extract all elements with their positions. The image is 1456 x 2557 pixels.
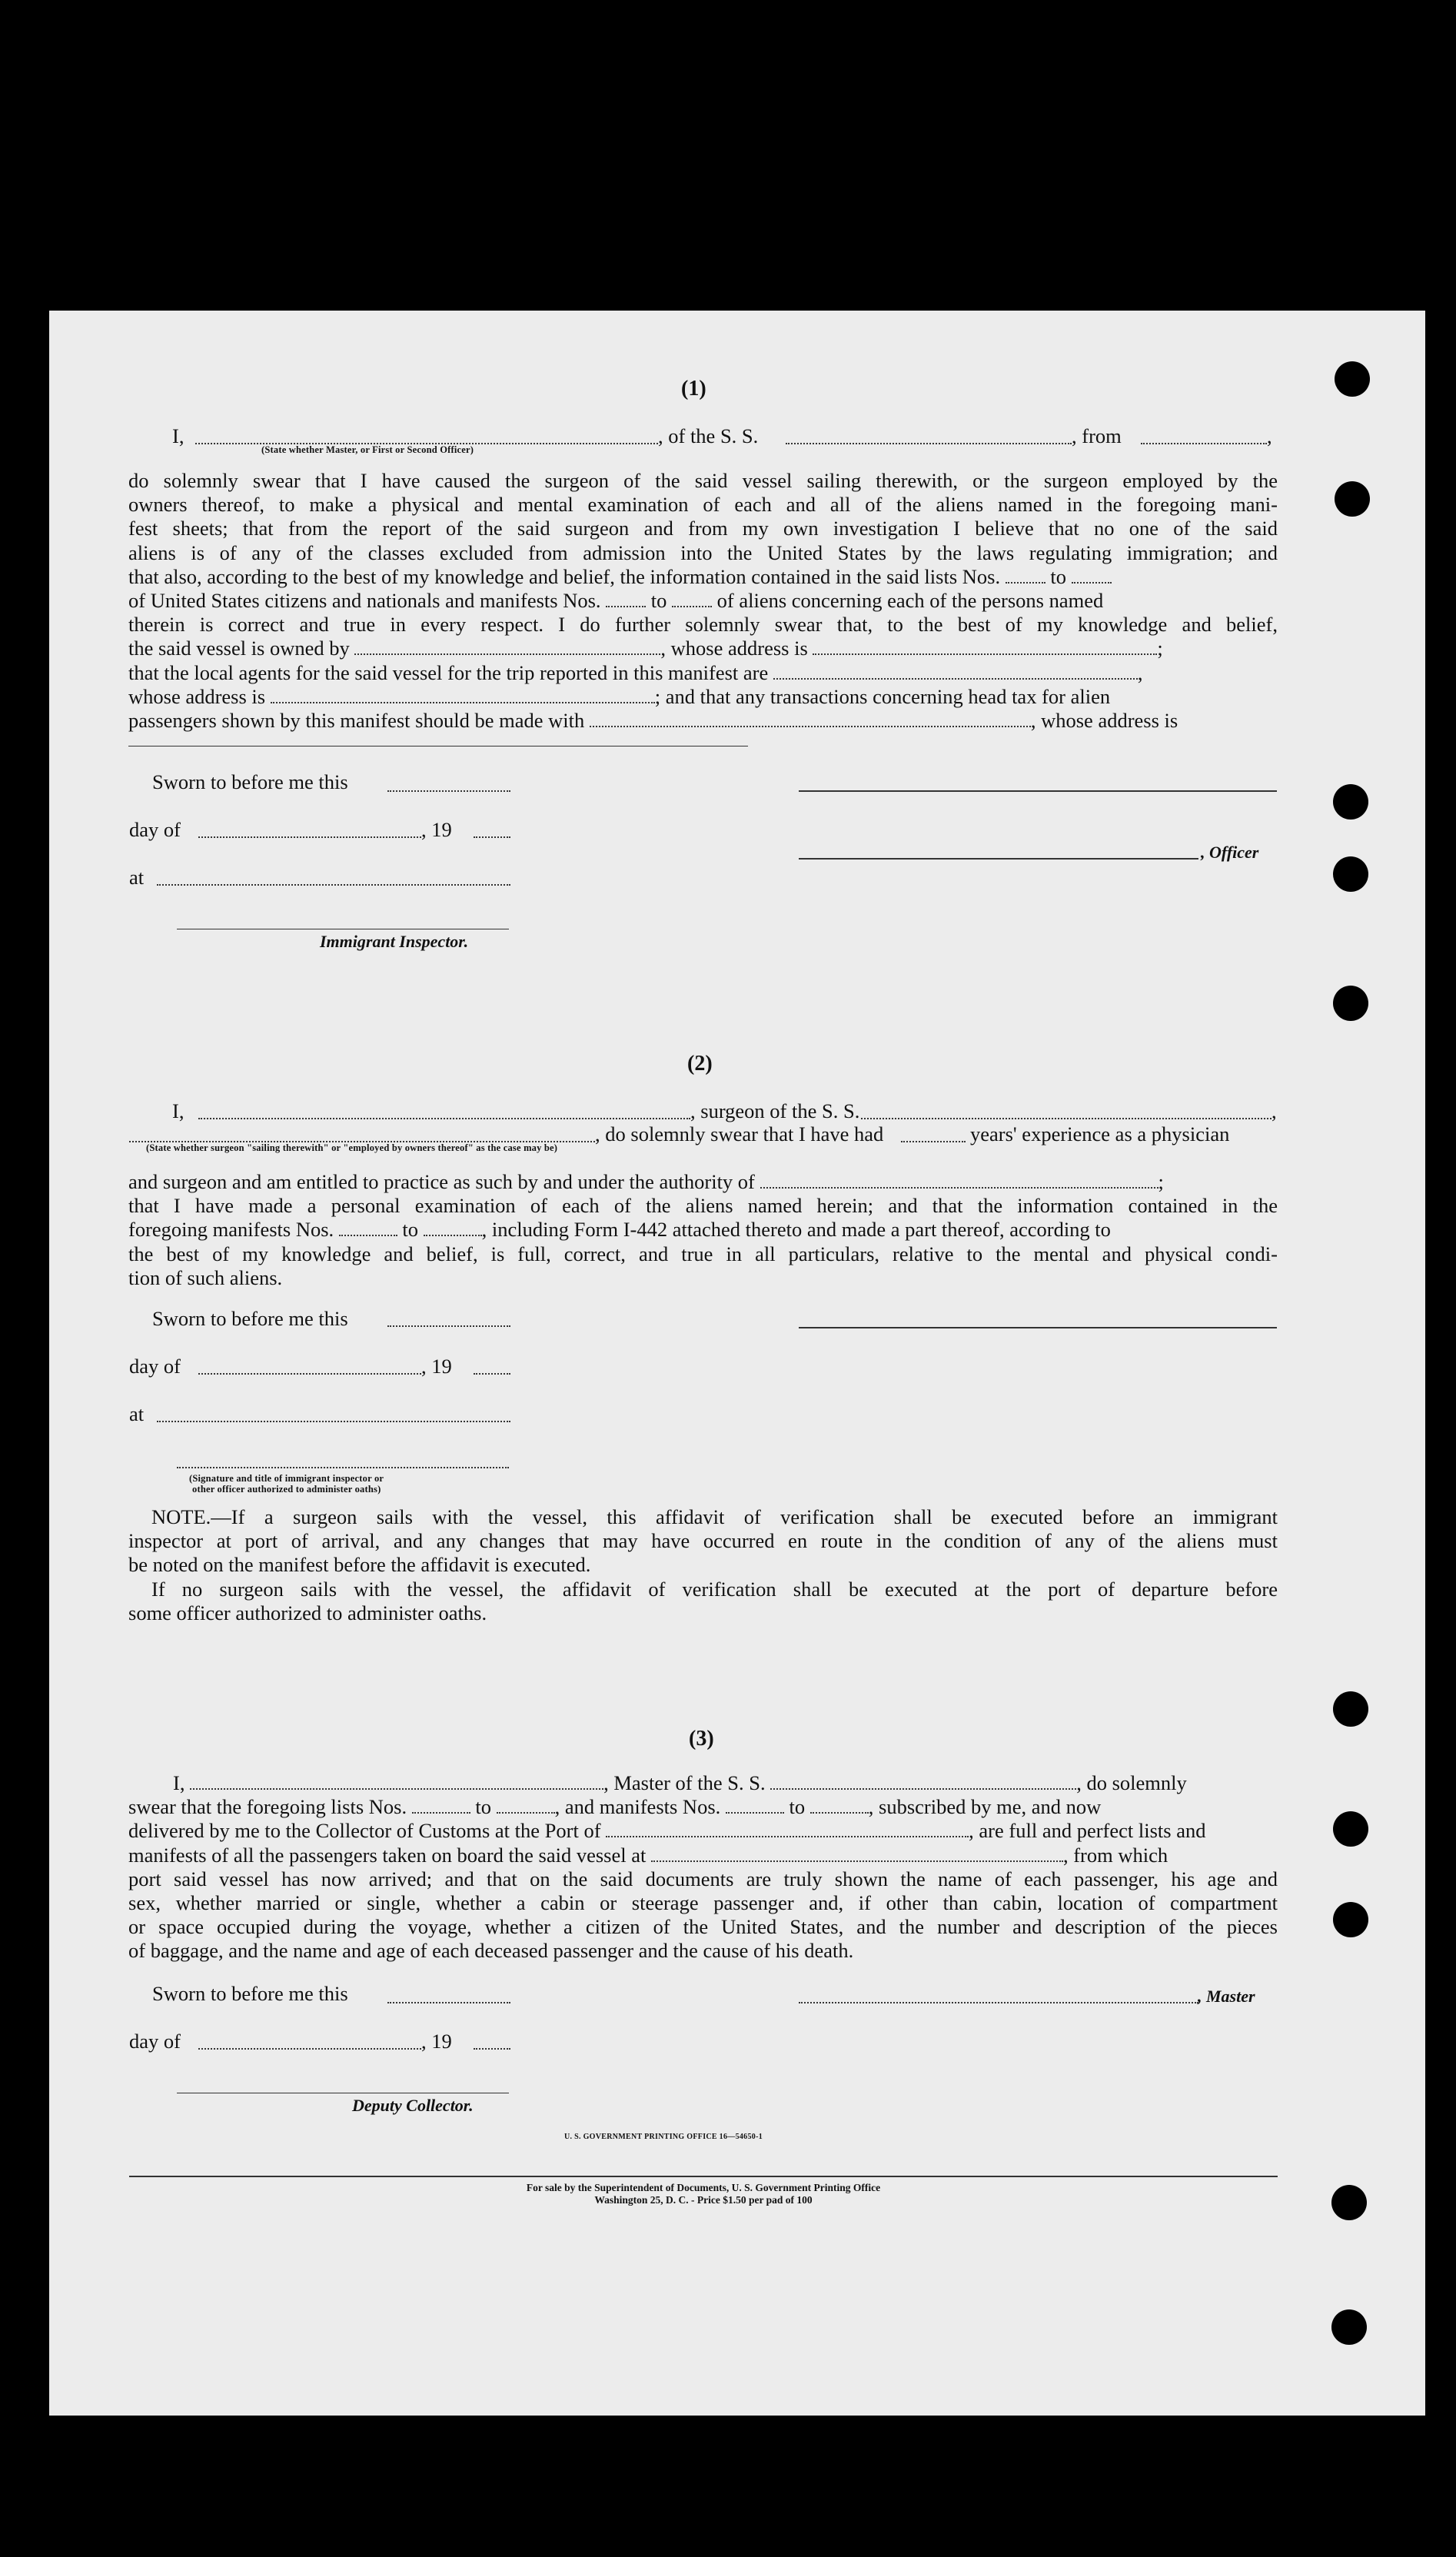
oath-line: owners thereof, to make a physical and mental examination of each and all of the aliens named in the foregoing mani-: [128, 493, 1278, 517]
administering-officer-signature-line[interactable]: [177, 1467, 509, 1468]
note-line: inspector at port of arrival, and any changes that may have occurred en route in the condition of any of the aliens must: [128, 1529, 1278, 1553]
oath-line: delivered by me to the Collector of Customs at the Port of , are full and perfect lists and: [128, 1819, 1206, 1843]
at-place-field-2[interactable]: [157, 1421, 510, 1422]
sworn-label-3: Sworn to before me this: [152, 1982, 348, 2005]
section-number-3: (3): [689, 1727, 714, 1751]
oath-line: foregoing manifests Nos. to , including Form I-442 attached thereto and made a part thereof, according to: [128, 1218, 1111, 1242]
officer-title: , Officer: [1201, 843, 1259, 862]
oath-line: port said vessel has now arrived; and that on the said documents are truly shown the name of each passenger, his age and: [128, 1867, 1278, 1890]
years-experience-label: years' experience as a physician: [970, 1122, 1230, 1145]
of-ss-label: , of the S. S.: [658, 424, 759, 447]
owner-address-field[interactable]: [813, 640, 1157, 655]
day-month-field-2[interactable]: [198, 1373, 421, 1375]
gpo-imprint: U. S. GOVERNMENT PRINTING OFFICE 16—54650-1: [564, 2133, 763, 2141]
vessel-name-field-3[interactable]: [770, 1774, 1076, 1790]
footer-rule: [129, 2176, 1278, 2177]
surgeon-note-text: [128, 1505, 1278, 1625]
oath-line: and surgeon and am entitled to practice as such by and under the authority of ;: [128, 1170, 1164, 1193]
from-label: , from: [1072, 424, 1122, 447]
sworn-label-2: Sworn to before me this: [152, 1307, 348, 1330]
oath-line: swear that the foregoing lists Nos. to , and manifests Nos. to , subscribed by me, and now: [128, 1795, 1102, 1819]
section-number-2: (2): [687, 1052, 713, 1076]
oath-line: do solemnly swear that I have caused the surgeon of the said vessel sailing therewith, or the surgeon employed by the: [128, 469, 1278, 492]
oath-line: the said vessel is owned by , whose address is ;: [128, 637, 1163, 660]
signature-title-note-1: (Signature and title of immigrant inspector or: [189, 1473, 384, 1484]
lists-to-field[interactable]: [497, 1798, 555, 1814]
head-tax-contact-field[interactable]: [590, 712, 1031, 727]
at-label-2: at: [129, 1402, 145, 1425]
sale-notice-line-1: For sale by the Superintendent of Documents, U. S. Government Printing Office: [526, 2182, 881, 2193]
section-number-1: (1): [681, 377, 706, 401]
manifest-no-to-field[interactable]: [672, 592, 712, 607]
binder-hole: [1331, 2185, 1367, 2220]
oath-line: passengers shown by this manifest should be made with , whose address is: [128, 708, 1178, 732]
comma: ,: [1272, 1099, 1277, 1122]
sworn-date-field-3[interactable]: [387, 2002, 510, 2003]
binder-hole: [1333, 1811, 1368, 1847]
binder-hole: [1335, 481, 1370, 517]
deputy-collector-title: Deputy Collector.: [352, 2096, 474, 2115]
surgeon-i-label: I,: [172, 1099, 184, 1122]
oath-line: or space occupied during the voyage, whether a citizen of the United States, and the number and description of the pieces: [128, 1915, 1278, 1939]
form-sheet: [49, 311, 1425, 2416]
master-oath-text: [128, 469, 1278, 733]
binder-hole: [1333, 784, 1368, 820]
practice-authority-field[interactable]: [760, 1173, 1158, 1189]
year-field-3[interactable]: [474, 2048, 510, 2050]
sworn-date-field-2[interactable]: [387, 1325, 510, 1327]
at-label-1: at: [129, 866, 145, 889]
oath-line: tion of such aliens.: [128, 1265, 283, 1289]
manifests-to-field[interactable]: [810, 1798, 869, 1814]
list-no-to-field[interactable]: [1072, 568, 1112, 584]
surgeon-of-ss-label: , surgeon of the S. S.: [690, 1099, 860, 1122]
agents-address-field[interactable]: [271, 688, 655, 703]
day-label-3: day of: [129, 2030, 181, 2053]
binder-hole: [1333, 1902, 1368, 1937]
master-i-label: I,: [172, 424, 184, 447]
year-label-2: , 19: [421, 1355, 452, 1378]
officer-signature-line[interactable]: [799, 858, 1198, 860]
day-month-field-1[interactable]: [198, 836, 421, 838]
collector-oath-text: [128, 1771, 1278, 1963]
master-signature-line-3[interactable]: [799, 2002, 1198, 2003]
note-line: be noted on the manifest before the affidavit is executed.: [128, 1553, 591, 1577]
binder-hole: [1333, 1691, 1368, 1727]
year-field-2[interactable]: [474, 1373, 510, 1375]
note-line: some officer authorized to administer oaths.: [128, 1601, 487, 1624]
note-line: If no surgeon sails with the vessel, the affidavit of verification shall be executed at the port of departure before: [151, 1577, 1278, 1601]
year-label-3: , 19: [421, 2030, 452, 2053]
surgeon-oath-text: [128, 1170, 1278, 1290]
signature-title-note-2: other officer authorized to administer oaths): [192, 1484, 381, 1495]
officer-rank-note: (State whether Master, or First or Second Officer): [261, 444, 474, 455]
sworn-date-field-1[interactable]: [387, 790, 510, 792]
year-label-1: , 19: [421, 818, 452, 841]
oath-line: of United States citizens and nationals and manifests Nos. to of aliens concerning each of the persons named: [128, 588, 1104, 612]
years-experience-field[interactable]: [901, 1141, 966, 1142]
master-name-field-3[interactable]: [190, 1774, 603, 1790]
oath-line: fest sheets; that from the report of the said surgeon and from my own investigation I believe that no one of the said: [128, 517, 1278, 540]
binder-hole: [1333, 856, 1368, 892]
note-line: NOTE.—If a surgeon sails with the vessel, this affidavit of verification shall be executed before an immigrant: [151, 1505, 1278, 1528]
local-agents-field[interactable]: [773, 664, 1138, 680]
surgeon-vessel-field[interactable]: [861, 1118, 1272, 1119]
manifests-from-field[interactable]: [726, 1798, 784, 1814]
oath-line: the best of my knowledge and belief, is full, correct, and true in all particulars, relative to the mental and physical condi-: [128, 1242, 1278, 1265]
oath-line: sex, whether married or single, whether a cabin or steerage passenger and, if other than cabin, location of compartment: [128, 1890, 1278, 1914]
oath-line: I, , Master of the S. S. , do solemnly: [173, 1771, 1187, 1794]
binder-hole: [1333, 986, 1368, 1021]
year-field-1[interactable]: [474, 836, 510, 838]
surgeon-manifest-from-field[interactable]: [339, 1221, 397, 1236]
lists-from-field[interactable]: [412, 1798, 470, 1814]
comma: ,: [1267, 424, 1272, 447]
surgeon-status-note: (State whether surgeon "sailing therewith" or "employed by owners thereof" as the case may be): [146, 1142, 558, 1153]
day-label-1: day of: [129, 818, 181, 841]
oath-line: therein is correct and true in every respect. I do further solemnly swear that, to the best of my knowledge and belief,: [128, 613, 1278, 637]
owner-field[interactable]: [354, 640, 660, 655]
surgeon-manifest-to-field[interactable]: [424, 1221, 482, 1236]
oath-line: that also, according to the best of my knowledge and belief, the information contained in the said lists Nos. to: [128, 565, 1278, 589]
surgeon-name-field[interactable]: [198, 1118, 690, 1119]
port-of-entry-field[interactable]: [606, 1822, 969, 1837]
surgeon-signature-line[interactable]: [799, 1327, 1277, 1328]
day-month-field-3[interactable]: [198, 2048, 421, 2050]
from-port-field[interactable]: [1141, 443, 1267, 444]
day-label-2: day of: [129, 1355, 181, 1378]
vessel-name-field[interactable]: [786, 443, 1072, 444]
oath-line: of baggage, and the name and age of each deceased passenger and the cause of his death.: [128, 1939, 854, 1963]
oath-line: that the local agents for the said vessel for the trip reported in this manifest are ,: [128, 660, 1143, 684]
sale-notice-line-2: Washington 25, D. C. - Price $1.50 per pad of 100: [594, 2194, 813, 2206]
oath-line: aliens is of any of the classes excluded from admission into the United States by the laws regulating immigration; and: [128, 540, 1278, 564]
oath-line: whose address is ; and that any transactions concerning head tax for alien: [128, 684, 1111, 708]
list-no-from-field[interactable]: [1006, 568, 1045, 584]
oath-line: manifests of all the passengers taken on board the said vessel at , from which: [128, 1843, 1168, 1867]
immigrant-inspector-title: Immigrant Inspector.: [320, 932, 469, 951]
surgeon-oath-label: , do solemnly swear that I have had: [595, 1122, 884, 1145]
manifest-no-from-field[interactable]: [606, 592, 646, 607]
master-signature-line[interactable]: [799, 790, 1277, 792]
master-title: , Master: [1198, 1987, 1255, 2006]
sworn-label-1: Sworn to before me this: [152, 770, 348, 793]
boarding-port-field[interactable]: [651, 1847, 1063, 1862]
binder-hole: [1335, 361, 1370, 397]
at-place-field-1[interactable]: [157, 884, 510, 886]
oath-line: that I have made a personal examination of each of the aliens named herein; and that the information contained in the: [128, 1194, 1278, 1218]
binder-hole: [1331, 2309, 1367, 2345]
